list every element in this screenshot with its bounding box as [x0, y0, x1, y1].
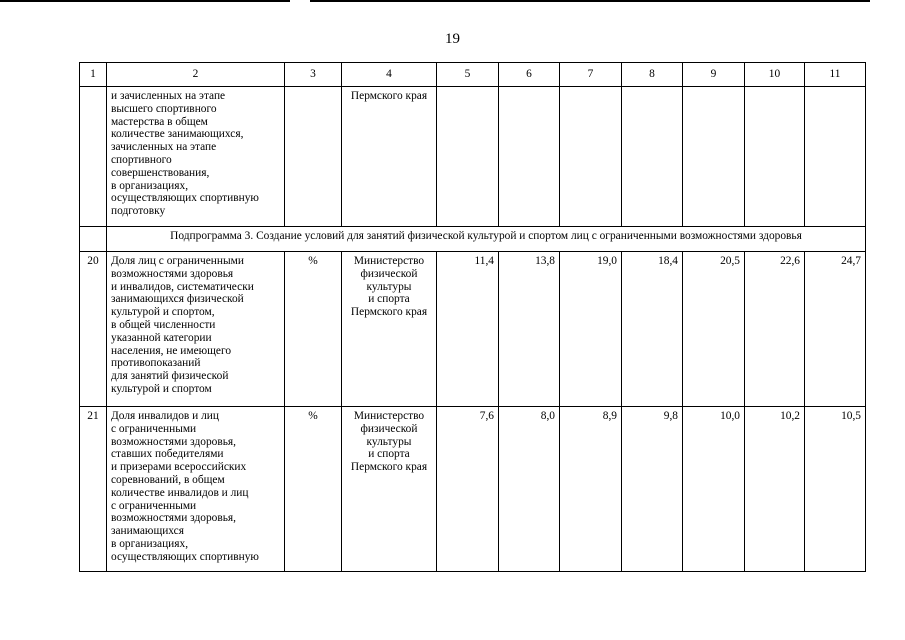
value-cell: 8,0 [499, 407, 560, 572]
executor: Министерство физической культуры и спорта Пермского края [342, 252, 437, 407]
value-cell: 20,5 [683, 252, 745, 407]
column-number: 8 [622, 63, 683, 87]
page-number: 19 [445, 31, 460, 47]
column-number: 1 [80, 63, 107, 87]
table-row [80, 407, 866, 572]
value-cell: 22,6 [745, 252, 805, 407]
unit: % [285, 407, 342, 572]
value-cell [622, 87, 683, 227]
value-cell: 8,9 [560, 407, 622, 572]
indicator-name: и зачисленных на этапе высшего спортивного мастерства в общем количестве занимающихся, зачисленных на этапе спортивного совершенствования, в организациях, осуществляющих спортивную подготовку [107, 87, 285, 227]
value-cell: 18,4 [622, 252, 683, 407]
column-number: 3 [285, 63, 342, 87]
indicators-table [79, 62, 866, 572]
value-cell: 10,5 [805, 407, 866, 572]
column-number: 4 [342, 63, 437, 87]
value-cell: 7,6 [437, 407, 499, 572]
indicator-name: Доля лиц с ограниченными возможностями здоровья и инвалидов, систематически занимающихся физической культурой и спортом, в общей численности указанной категории населения, не имеющего противопоказаний для занятий физической культурой и спортом [107, 252, 285, 407]
indicator-name: Доля инвалидов и лиц с ограниченными возможностями здоровья, ставших победителями и призерами всероссийских соревнований, в общем количестве инвалидов и лиц с ограниченными возможностями здоровья, занимающихся в организациях, осуществляющих спортивную [107, 407, 285, 572]
subprogram-title: Подпрограмма 3. Создание условий для занятий физической культурой и спортом лиц с ограниченными возможностями здоровья [107, 227, 866, 252]
subprogram-row [80, 227, 866, 252]
table-row [80, 252, 866, 407]
value-cell: 24,7 [805, 252, 866, 407]
value-cell: 11,4 [437, 252, 499, 407]
executor: Министерство физической культуры и спорта Пермского края [342, 407, 437, 572]
row-number: 21 [80, 407, 107, 572]
scan-edge-marks [0, 0, 905, 3]
column-number: 2 [107, 63, 285, 87]
executor: Пермского края [342, 87, 437, 227]
unit: % [285, 252, 342, 407]
value-cell: 19,0 [560, 252, 622, 407]
value-cell [745, 87, 805, 227]
value-cell: 9,8 [622, 407, 683, 572]
row-number [80, 87, 107, 227]
column-number: 9 [683, 63, 745, 87]
column-number: 7 [560, 63, 622, 87]
row-number: 20 [80, 252, 107, 407]
value-cell: 10,0 [683, 407, 745, 572]
value-cell [560, 87, 622, 227]
value-cell [437, 87, 499, 227]
value-cell: 10,2 [745, 407, 805, 572]
column-number: 6 [499, 63, 560, 87]
column-number: 5 [437, 63, 499, 87]
unit [285, 87, 342, 227]
table-row [80, 87, 866, 227]
column-number: 11 [805, 63, 866, 87]
column-number: 10 [745, 63, 805, 87]
column-numbers-row [80, 63, 866, 87]
value-cell [805, 87, 866, 227]
value-cell: 13,8 [499, 252, 560, 407]
value-cell [683, 87, 745, 227]
value-cell [499, 87, 560, 227]
